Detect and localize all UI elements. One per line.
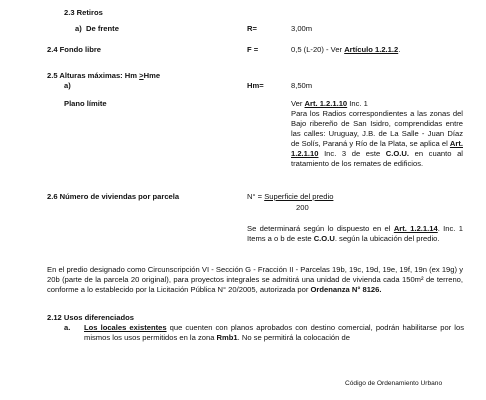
- retiro-frente-item: [75, 24, 119, 34]
- art-1-2-1-14-link[interactable]: Art. 1.2.1.14: [393, 224, 438, 233]
- formula-denominator: 200: [296, 203, 309, 212]
- usos-item-tail: . No se permitirá la colocación de: [237, 333, 350, 342]
- cou-abbrev: C.O.U.: [385, 149, 409, 158]
- fondo-symbol: F =: [247, 45, 259, 54]
- plano-ref-tail: Inc. 1: [347, 99, 368, 108]
- viviendas-formula: [247, 192, 333, 202]
- plano-para-text: Para los Radios correspondientes a las zonas del Bajo ribereño de San Isidro, comprendidas entre las calles: Uruguay, J.B. de La Salle - Juan Díaz de Solís, Paraná y Río de la Plata, se aplica el: [291, 109, 463, 148]
- plano-para-mid: Inc. 3 de este: [318, 149, 386, 158]
- viviendas-para-mid: . Inc. 1 Items a o b de este: [247, 224, 463, 243]
- art-1-2-1-10-link-2[interactable]: Art. 1.2.1.10: [291, 139, 463, 158]
- usos-item-label: a.: [64, 323, 71, 332]
- usos-item-paragraph: [84, 323, 464, 343]
- plano-limite-ref: [291, 99, 368, 109]
- formula-prefix: N° =: [247, 192, 265, 201]
- section-2-4-title: 2.4 Fondo libre: [47, 45, 102, 54]
- item-label: a): [75, 24, 82, 33]
- plano-limite-paragraph: [291, 109, 463, 169]
- fondo-value-tail: .: [398, 45, 401, 54]
- section-2-5-title-tail: Hme: [143, 71, 161, 80]
- section-2-5-title-text: 2.5 Alturas máximas: Hm: [47, 71, 140, 80]
- section-2-6-title: 2.6 Número de viviendas por parcela: [47, 192, 180, 201]
- predio-paragraph: [47, 265, 463, 295]
- articulo-link[interactable]: Artículo 1.2.1.2: [344, 45, 399, 54]
- zona-rmb1: Rmb1: [216, 333, 238, 342]
- retiro-value: 3,00m: [291, 24, 313, 33]
- plano-ref-text: Ver: [291, 99, 305, 108]
- altura-symbol: Hm=: [247, 81, 264, 90]
- section-2-3-title: 2.3 Retiros: [64, 8, 103, 17]
- viviendas-para-text: Se determinará según lo dispuesto en el: [247, 224, 394, 233]
- altura-item-label: a): [64, 81, 71, 90]
- locales-existentes-term: Los locales existentes: [84, 323, 167, 332]
- section-2-12-title: 2.12 Usos diferenciados: [47, 313, 134, 322]
- ordenanza-ref: Ordenanza N° 8126.: [310, 285, 382, 294]
- cou-abbrev-2: C.O.U: [313, 234, 335, 243]
- viviendas-paragraph: [247, 224, 463, 244]
- plano-limite-label: Plano límite: [64, 99, 107, 108]
- retiro-symbol: R=: [247, 24, 257, 33]
- section-2-5-title: [47, 71, 160, 81]
- item-text: De frente: [86, 24, 119, 33]
- usos-item-text: que cuenten con planos aprobados con destino comercial, podrán habilitarse por los mismos los usos permitidos en la zona: [84, 323, 464, 342]
- altura-value: 8,50m: [291, 81, 313, 90]
- footer-caption: Código de Ordenamiento Urbano: [345, 380, 443, 387]
- viviendas-para-tail: . según la ubicación del predio.: [334, 234, 440, 243]
- fondo-value-text: 0,5 (L-20) - Ver: [291, 45, 345, 54]
- formula-numerator: Superficie del predio: [264, 192, 334, 201]
- art-1-2-1-10-link[interactable]: Art. 1.2.1.10: [304, 99, 348, 108]
- predio-para-text: En el predio designado como Circunscripción VI - Sección G - Fracción II - Parcelas 19b, 19c, 19d, 19e, 19f, 19n (ex 19g) y 20b (parte de la parcela 20 original), para proyectos integrales se admitirá una unidad de vivienda cada 150m² de terreno, conforme a lo establecido por la Licitación Pública N° 20/2005, autorizada por: [47, 265, 463, 294]
- plano-para-tail: en cuanto al tratamiento de los remates de edificios.: [291, 149, 463, 168]
- fondo-value: [291, 45, 400, 55]
- ge-sign: >: [139, 71, 144, 80]
